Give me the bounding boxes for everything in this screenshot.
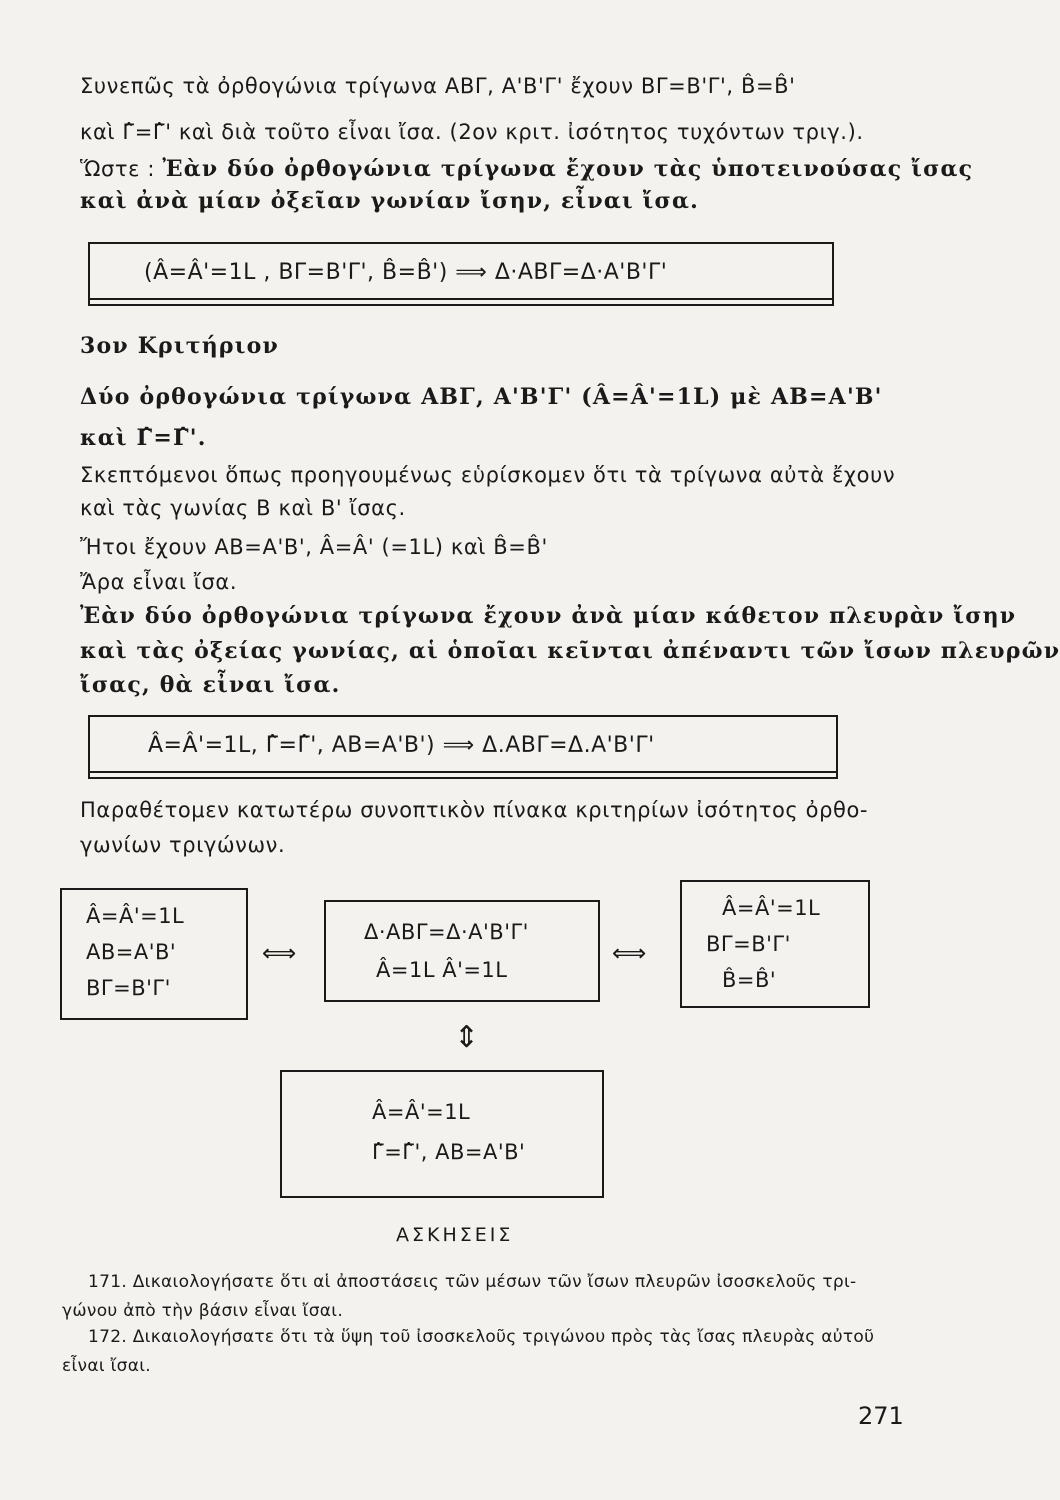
left-line-1: Â=Â'=1L: [86, 904, 185, 928]
criteria-box-left: [60, 888, 248, 1020]
criteria-box-right: [680, 880, 870, 1008]
formula-2: Â=Â'=1L, Γ̂=Γ̂', ΑΒ=Α'Β') ⟹ Δ.ΑΒΓ=Δ.Α'Β'Γ': [148, 733, 655, 758]
right-line-1: Â=Â'=1L: [722, 896, 821, 920]
criteria-box-center: [324, 900, 600, 1002]
theorem-2-part2: καὶ ἀνὰ μίαν ὀξεῖαν γωνίαν ἴσην, εἶναι ἴσα.: [80, 188, 699, 214]
theorem-2-part1: Ἐὰν δύο ὀρθογώνια τρίγωνα ἔχουν τὰς ὑποτεινούσας ἴσας: [162, 156, 974, 182]
criteria-box-bottom: [280, 1070, 604, 1198]
page-number: 271: [858, 1402, 904, 1430]
theorem-3-line2: καὶ τὰς ὀξείας γωνίας, αἱ ὁποῖαι κεῖνται ἀπέναντι τῶν ἴσων πλευρῶν: [80, 638, 1060, 664]
para2-line3: Ἤτοι ἔχουν ΑΒ=Α'Β', Â=Â' (=1L) καὶ B̂=B̂': [80, 535, 548, 559]
para1-line3: [80, 156, 973, 182]
bottom-line-2: Γ̂=Γ̂', ΑΒ=Α'Β': [372, 1140, 526, 1164]
exercises-title: ΑΣΚΗΣΕΙΣ: [396, 1224, 514, 1246]
equivalence-arrow-vertical: ⇕: [454, 1020, 480, 1055]
para1-lead: Ὥστε :: [80, 157, 156, 181]
para1-line1: Συνεπῶς τὰ ὀρθογώνια τρίγωνα ΑΒΓ, Α'Β'Γ' ἔχουν ΒΓ=Β'Γ', B̂=B̂': [80, 74, 796, 98]
formula-box-1: [88, 242, 834, 306]
formula-1: (Â=Â'=1L , ΒΓ=Β'Γ', B̂=B̂') ⟹ Δ·ΑΒΓ=Δ·Α'Β'Γ': [144, 260, 668, 285]
exercise-171-line2: γώνου ἀπὸ τὴν βάσιν εἶναι ἴσαι.: [62, 1301, 344, 1321]
para2-line2: καὶ τὰς γωνίας Β καὶ Β' ἴσας.: [80, 496, 406, 520]
theorem-3-line3: ἴσας, θὰ εἶναι ἴσα.: [80, 672, 341, 698]
exercise-172-line1: 172. Δικαιολογήσατε ὅτι τὰ ὕψη τοῦ ἰσοσκελοῦς τριγώνου πρὸς τὰς ἴσας πλευρὰς αὐτοῦ: [88, 1327, 875, 1347]
theorem-3-line1: Ἐὰν δύο ὀρθογώνια τρίγωνα ἔχουν ἀνὰ μίαν κάθετον πλευρὰν ἴσην: [80, 603, 1017, 629]
equivalence-arrow-left: ⟺: [262, 939, 297, 967]
exercise-172-line2: εἶναι ἴσαι.: [62, 1356, 151, 1376]
criterion-3-statement-2: καὶ Γ̂=Γ̂'.: [80, 425, 207, 451]
center-line-1: Δ·ΑΒΓ=Δ·Α'Β'Γ': [364, 920, 529, 944]
exercise-171-line1: 171. Δικαιολογήσατε ὅτι αἱ ἀποστάσεις τῶν μέσων τῶν ἴσων πλευρῶν ἰσοσκελοῦς τρι-: [88, 1272, 857, 1292]
bottom-line-1: Â=Â'=1L: [372, 1100, 471, 1124]
criterion-3-title: 3ον Κριτήριον: [80, 333, 279, 359]
para2-line1: Σκεπτόμενοι ὅπως προηγουμένως εὑρίσκομεν ὅτι τὰ τρίγωνα αὐτὰ ἔχουν: [80, 463, 896, 487]
equivalence-arrow-right: ⟺: [612, 939, 647, 967]
para3-line2: γωνίων τριγώνων.: [80, 833, 286, 857]
para2-line4: Ἄρα εἶναι ἴσα.: [80, 570, 238, 594]
right-line-2: ΒΓ=Β'Γ': [706, 932, 791, 956]
para1-line2: καὶ Γ̂=Γ̂' καὶ διὰ τοῦτο εἶναι ἴσα. (2ον κριτ. ἰσότητος τυχόντων τριγ.).: [80, 120, 864, 144]
center-line-2: Â=1L Â'=1L: [376, 958, 508, 982]
left-line-2: ΑΒ=Α'Β': [86, 940, 177, 964]
para3-line1: Παραθέτομεν κατωτέρω συνοπτικὸν πίνακα κριτηρίων ἰσότητος ὀρθο-: [80, 798, 869, 822]
right-line-3: B̂=B̂': [722, 968, 777, 992]
left-line-3: ΒΓ=Β'Γ': [86, 976, 171, 1000]
criterion-3-statement-1: Δύο ὀρθογώνια τρίγωνα ΑΒΓ, Α'Β'Γ' (Â=Â'=1L) μὲ ΑΒ=Α'Β': [80, 384, 883, 410]
formula-box-2: [88, 715, 838, 779]
